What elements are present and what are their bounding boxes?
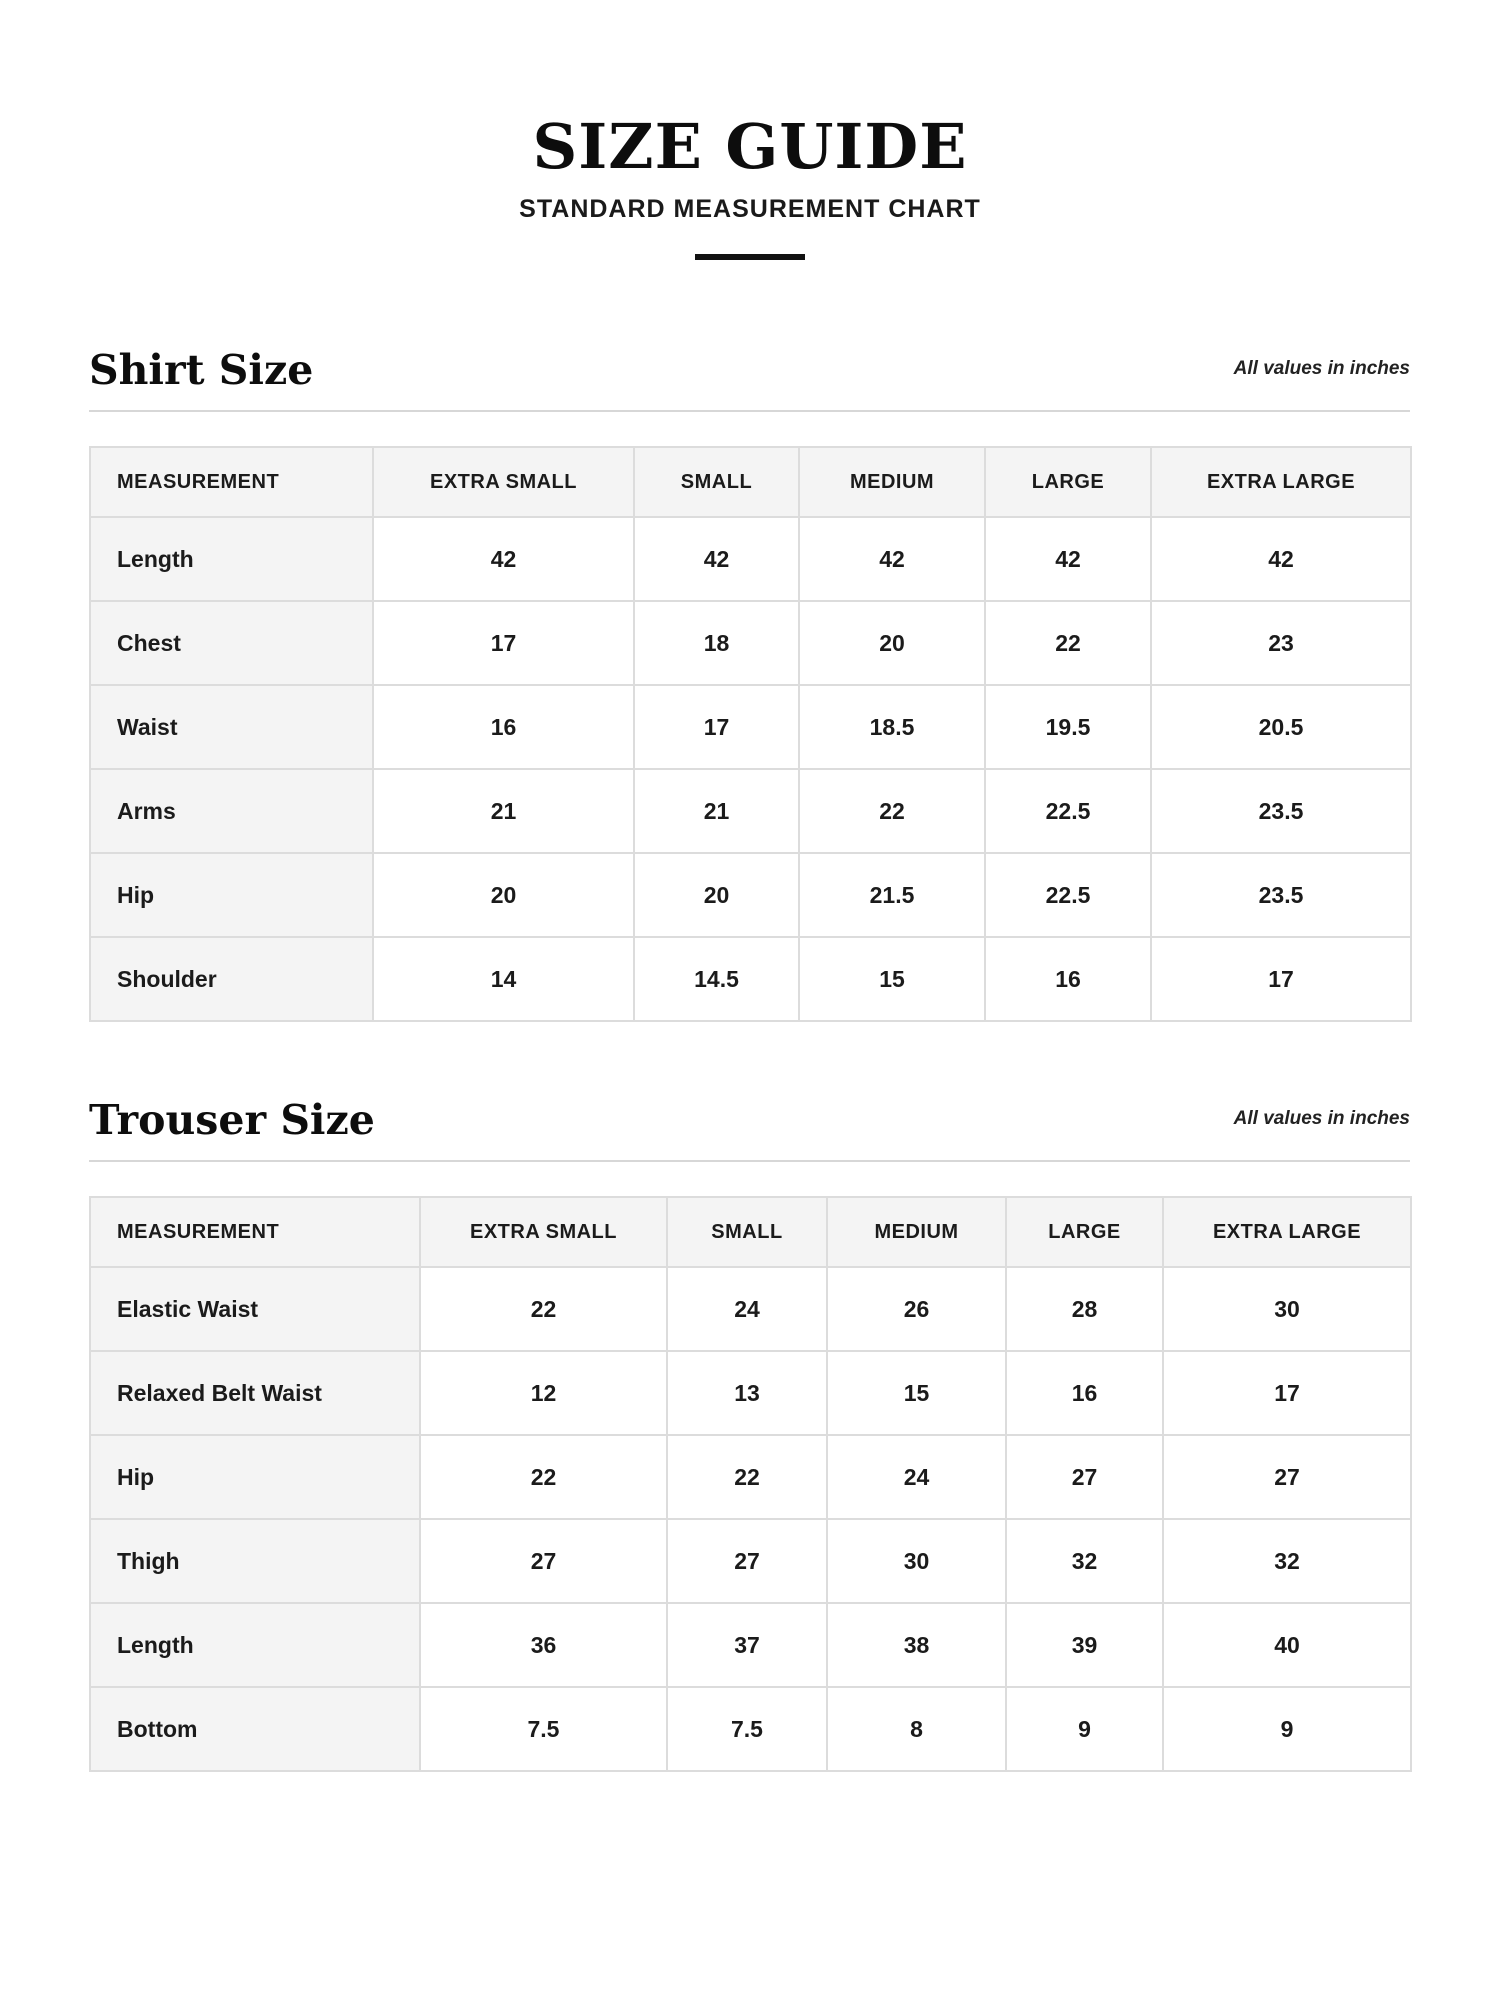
table-cell: 23.5	[1151, 769, 1411, 853]
shirt-units-note: All values in inches	[1233, 358, 1410, 379]
table-cell: 18	[634, 601, 799, 685]
table-cell: 19.5	[985, 685, 1151, 769]
table-cell: 30	[1163, 1267, 1411, 1351]
row-label: Arms	[90, 769, 373, 853]
shirt-section-header	[89, 346, 1410, 412]
trouser-section-title: Trouser Size	[89, 1096, 375, 1144]
table-row	[90, 685, 1411, 769]
table-cell: 28	[1006, 1267, 1163, 1351]
table-row	[90, 1435, 1411, 1519]
shirt-size-section	[89, 346, 1410, 992]
row-label: Relaxed Belt Waist	[90, 1351, 420, 1435]
table-cell: 27	[1163, 1435, 1411, 1519]
table-cell: 27	[667, 1519, 827, 1603]
table-cell: 20	[373, 853, 634, 937]
table-row	[90, 853, 1411, 937]
table-cell: 22.5	[985, 769, 1151, 853]
table-cell: 16	[985, 937, 1151, 1021]
column-header: MEASUREMENT	[90, 1197, 420, 1267]
column-header: LARGE	[1006, 1197, 1163, 1267]
table-cell: 37	[667, 1603, 827, 1687]
column-header: EXTRA SMALL	[373, 447, 634, 517]
table-cell: 27	[1006, 1435, 1163, 1519]
table-cell: 36	[420, 1603, 667, 1687]
table-cell: 21.5	[799, 853, 985, 937]
table-cell: 21	[373, 769, 634, 853]
table-cell: 9	[1006, 1687, 1163, 1771]
table-cell: 9	[1163, 1687, 1411, 1771]
table-cell: 22	[667, 1435, 827, 1519]
table-row	[90, 1267, 1411, 1351]
table-cell: 42	[985, 517, 1151, 601]
table-cell: 42	[799, 517, 985, 601]
table-header-row	[90, 447, 1411, 517]
table-cell: 22	[985, 601, 1151, 685]
table-row	[90, 1351, 1411, 1435]
table-cell: 38	[827, 1603, 1006, 1687]
shirt-section-title: Shirt Size	[89, 346, 314, 394]
table-row	[90, 937, 1411, 1021]
column-header: MEDIUM	[799, 447, 985, 517]
table-cell: 24	[667, 1267, 827, 1351]
table-cell: 24	[827, 1435, 1006, 1519]
table-cell: 20	[799, 601, 985, 685]
table-cell: 17	[1163, 1351, 1411, 1435]
table-cell: 12	[420, 1351, 667, 1435]
table-cell: 22	[420, 1435, 667, 1519]
table-cell: 30	[827, 1519, 1006, 1603]
table-row	[90, 517, 1411, 601]
column-header: SMALL	[634, 447, 799, 517]
table-row	[90, 1687, 1411, 1771]
row-label: Hip	[90, 1435, 420, 1519]
trouser-size-table	[89, 1196, 1412, 1772]
row-label: Shoulder	[90, 937, 373, 1021]
table-cell: 40	[1163, 1603, 1411, 1687]
table-cell: 7.5	[420, 1687, 667, 1771]
table-cell: 32	[1006, 1519, 1163, 1603]
table-row	[90, 1519, 1411, 1603]
row-label: Length	[90, 517, 373, 601]
table-cell: 17	[634, 685, 799, 769]
column-header: MEASUREMENT	[90, 447, 373, 517]
column-header: EXTRA LARGE	[1163, 1197, 1411, 1267]
title-underline	[695, 254, 805, 260]
table-header-row	[90, 1197, 1411, 1267]
table-cell: 42	[373, 517, 634, 601]
table-row	[90, 769, 1411, 853]
page-header	[0, 112, 1500, 260]
table-cell: 20	[634, 853, 799, 937]
row-label: Elastic Waist	[90, 1267, 420, 1351]
row-label: Chest	[90, 601, 373, 685]
table-cell: 15	[827, 1351, 1006, 1435]
table-row	[90, 1603, 1411, 1687]
table-cell: 23	[1151, 601, 1411, 685]
row-label: Waist	[90, 685, 373, 769]
table-cell: 15	[799, 937, 985, 1021]
table-row	[90, 601, 1411, 685]
table-cell: 20.5	[1151, 685, 1411, 769]
column-header: MEDIUM	[827, 1197, 1006, 1267]
table-cell: 22	[799, 769, 985, 853]
table-cell: 39	[1006, 1603, 1163, 1687]
table-cell: 42	[1151, 517, 1411, 601]
table-cell: 14.5	[634, 937, 799, 1021]
trouser-size-section	[89, 1096, 1410, 1742]
table-cell: 21	[634, 769, 799, 853]
row-label: Thigh	[90, 1519, 420, 1603]
row-label: Hip	[90, 853, 373, 937]
table-cell: 13	[667, 1351, 827, 1435]
page-title: SIZE GUIDE	[532, 110, 968, 183]
table-cell: 22	[420, 1267, 667, 1351]
column-header: EXTRA LARGE	[1151, 447, 1411, 517]
page-subtitle: STANDARD MEASUREMENT CHART	[519, 195, 981, 223]
table-cell: 26	[827, 1267, 1006, 1351]
trouser-units-note: All values in inches	[1233, 1108, 1410, 1129]
table-cell: 27	[420, 1519, 667, 1603]
table-cell: 32	[1163, 1519, 1411, 1603]
table-cell: 17	[1151, 937, 1411, 1021]
table-cell: 42	[634, 517, 799, 601]
table-cell: 18.5	[799, 685, 985, 769]
shirt-size-table	[89, 446, 1412, 1022]
column-header: EXTRA SMALL	[420, 1197, 667, 1267]
table-cell: 7.5	[667, 1687, 827, 1771]
table-cell: 16	[373, 685, 634, 769]
row-label: Bottom	[90, 1687, 420, 1771]
column-header: LARGE	[985, 447, 1151, 517]
table-cell: 23.5	[1151, 853, 1411, 937]
column-header: SMALL	[667, 1197, 827, 1267]
table-cell: 8	[827, 1687, 1006, 1771]
table-cell: 17	[373, 601, 634, 685]
trouser-section-header	[89, 1096, 1410, 1162]
row-label: Length	[90, 1603, 420, 1687]
table-cell: 14	[373, 937, 634, 1021]
table-cell: 22.5	[985, 853, 1151, 937]
table-cell: 16	[1006, 1351, 1163, 1435]
